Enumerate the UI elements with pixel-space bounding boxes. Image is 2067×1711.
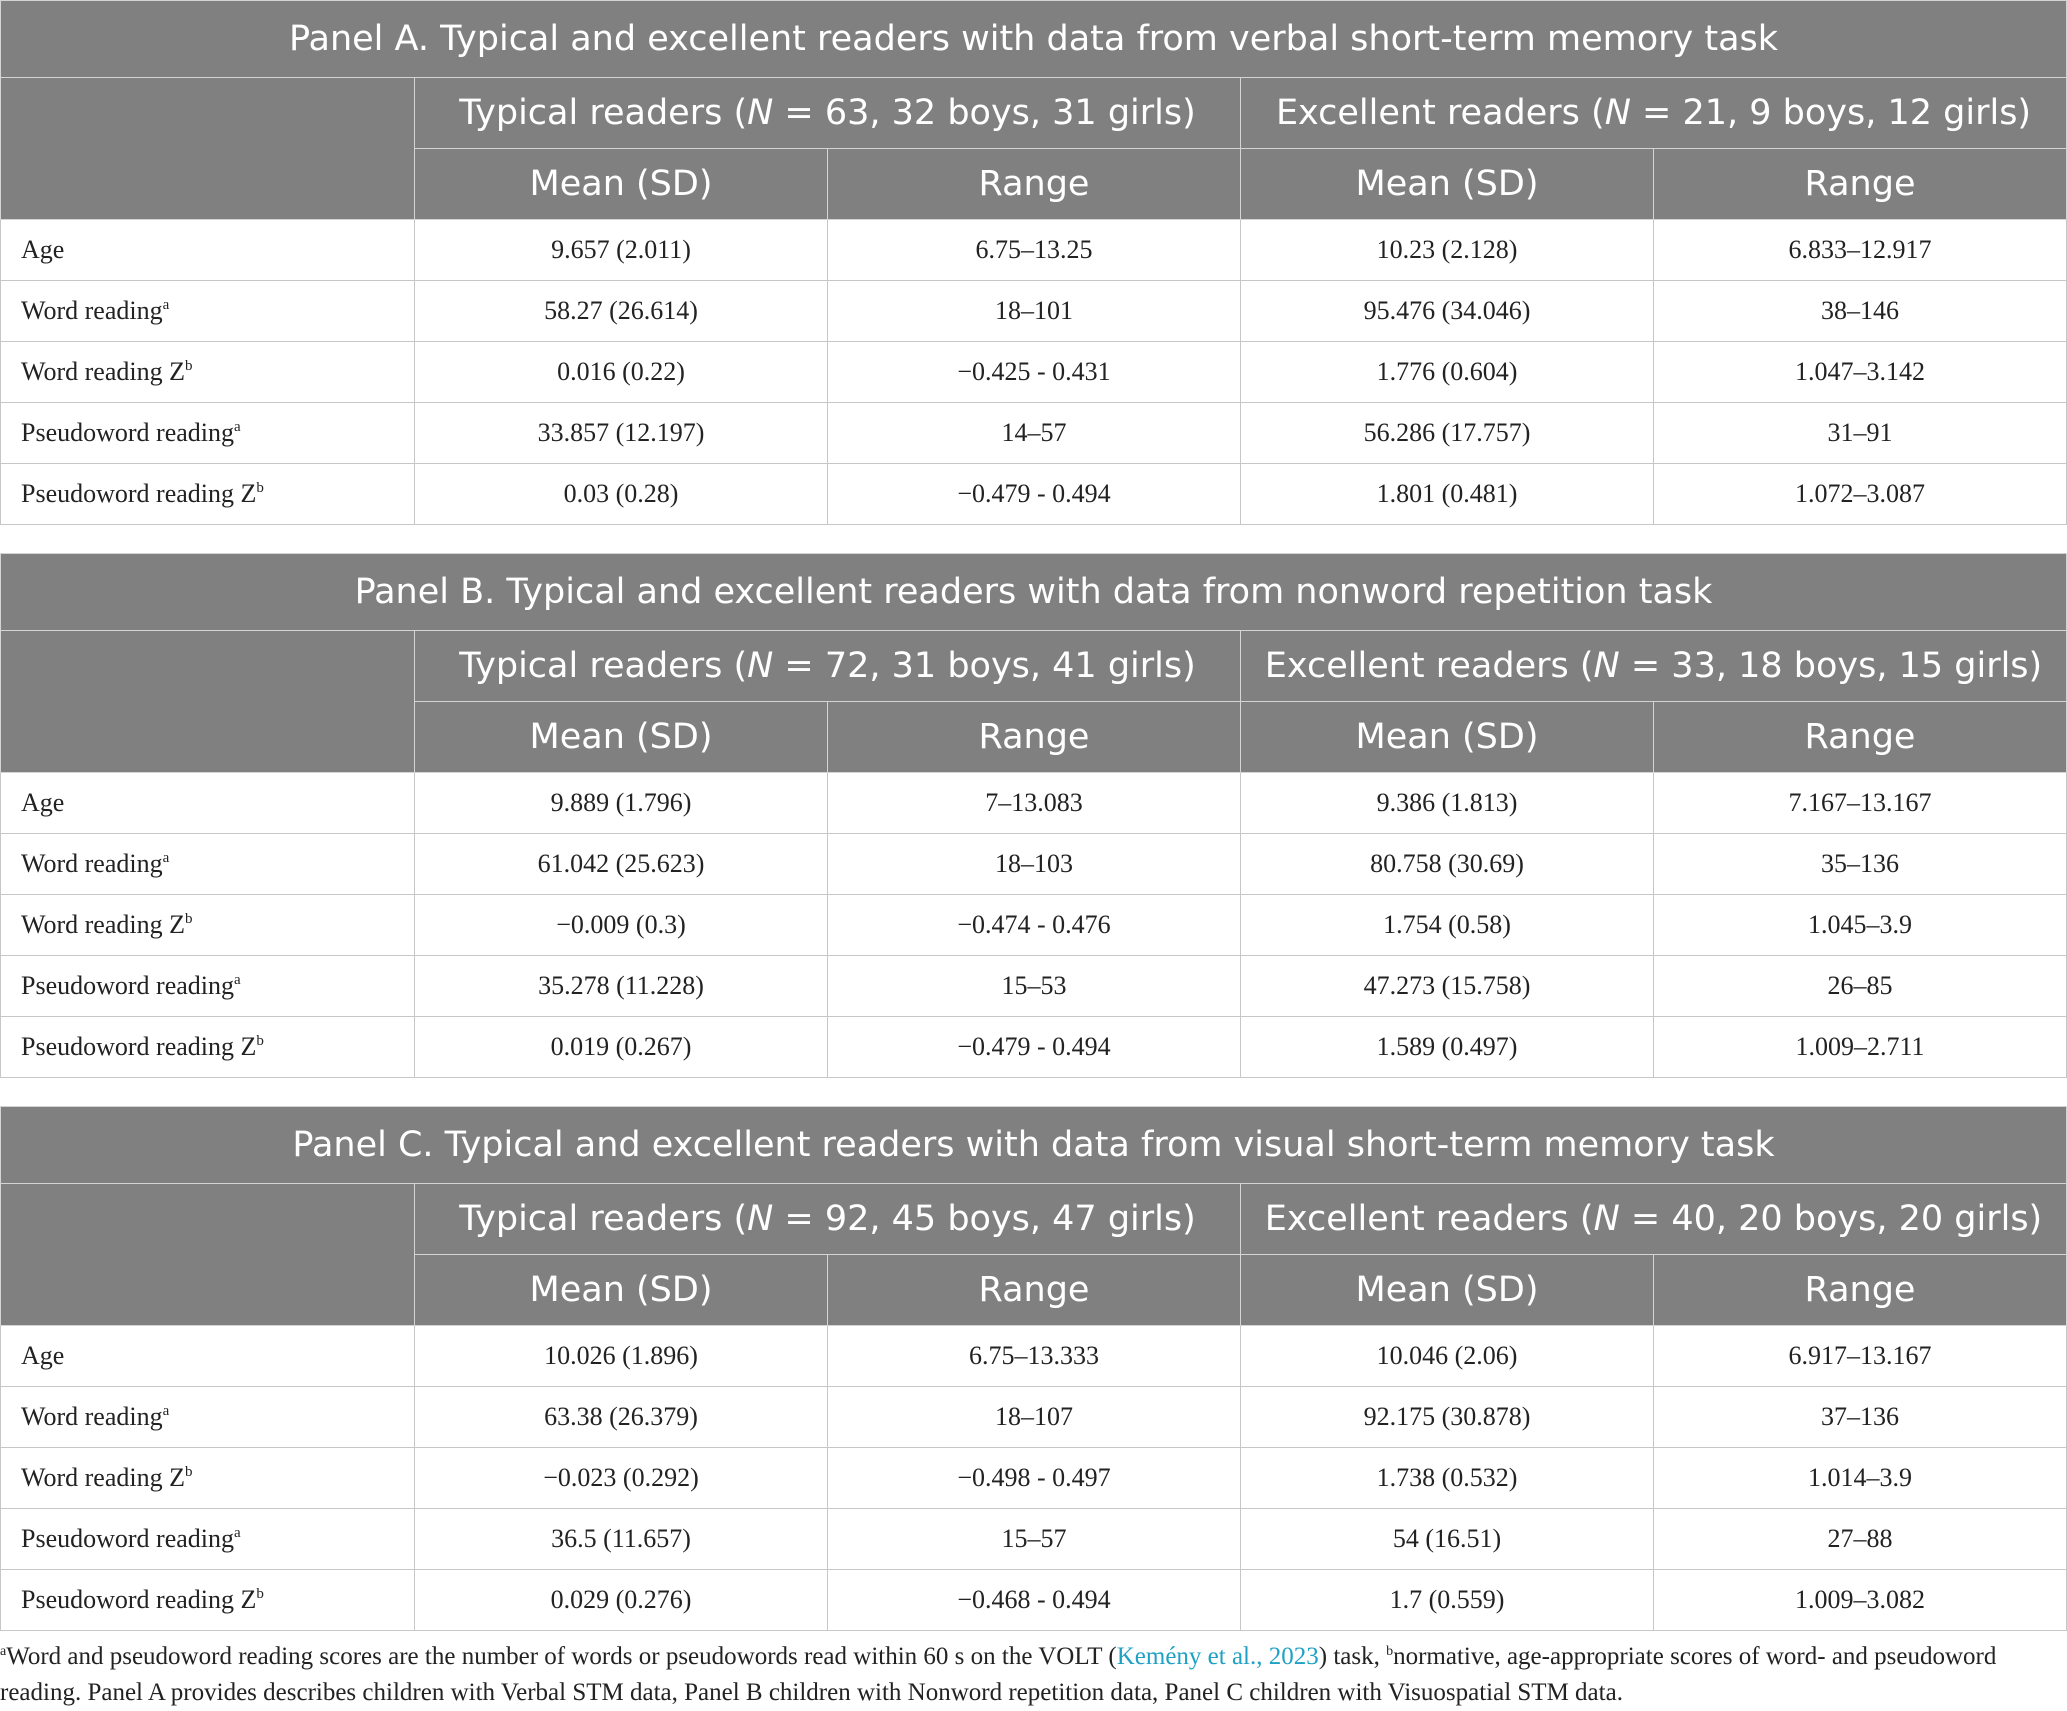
subheader-mean-sd: Mean (SD)	[1241, 702, 1654, 773]
header-blank-cell	[1, 78, 415, 220]
table-cell: 36.5 (11.657)	[415, 1509, 828, 1570]
table-cell: 1.7 (0.559)	[1241, 1570, 1654, 1631]
table-row	[1, 220, 2067, 281]
row-label: Word reading $Z^b$	[1, 1448, 415, 1509]
table-cell: 1.072–3.087	[1654, 464, 2067, 525]
row-label: Word reading $Z^b$	[1, 895, 415, 956]
row-label: Pseudoword reading $Z^b$	[1, 1570, 415, 1631]
panel-a-table	[0, 0, 2067, 525]
table-cell: 58.27 (26.614)	[415, 281, 828, 342]
table-cell: 7–13.083	[828, 773, 1241, 834]
table-cell: 1.776 (0.604)	[1241, 342, 1654, 403]
table-cell: −0.498 - 0.497	[828, 1448, 1241, 1509]
table-cell: 1.045–3.9	[1654, 895, 2067, 956]
table-cell: 95.476 (34.046)	[1241, 281, 1654, 342]
table-row	[1, 895, 2067, 956]
subheader-mean-sd: Mean (SD)	[415, 702, 828, 773]
table-cell: 38–146	[1654, 281, 2067, 342]
group-header-typical: Typical readers (N = 72, 31 boys, 41 girls)	[415, 631, 1241, 702]
row-label: Word reading $Z^b$	[1, 342, 415, 403]
table-cell: 31–91	[1654, 403, 2067, 464]
table-cell: 1.009–3.082	[1654, 1570, 2067, 1631]
table-row	[1, 403, 2067, 464]
table-cell: 6.833–12.917	[1654, 220, 2067, 281]
table-cell: 1.009–2.711	[1654, 1017, 2067, 1078]
table-cell: 15–53	[828, 956, 1241, 1017]
table-cell: −0.479 - 0.494	[828, 1017, 1241, 1078]
subheader-mean-sd: Mean (SD)	[415, 149, 828, 220]
row-label: Pseudoword reading$^a$	[1, 956, 415, 1017]
table-cell: 37–136	[1654, 1387, 2067, 1448]
table-row	[1, 1509, 2067, 1570]
table-row	[1, 1448, 2067, 1509]
table-cell: 18–103	[828, 834, 1241, 895]
table-row	[1, 1017, 2067, 1078]
table-cell: 15–57	[828, 1509, 1241, 1570]
table-cell: 56.286 (17.757)	[1241, 403, 1654, 464]
row-label: Age	[1, 220, 415, 281]
row-label: Word reading$^a$	[1, 281, 415, 342]
row-label: Pseudoword reading $Z^b$	[1, 464, 415, 525]
row-label: Word reading$^a$	[1, 834, 415, 895]
group-header-excellent: Excellent readers (N = 21, 9 boys, 12 girls)	[1241, 78, 2067, 149]
row-label: Word reading$^a$	[1, 1387, 415, 1448]
row-label: Pseudoword reading $Z^b$	[1, 1017, 415, 1078]
table-cell: 47.273 (15.758)	[1241, 956, 1654, 1017]
table-cell: −0.468 - 0.494	[828, 1570, 1241, 1631]
table-cell: 9.386 (1.813)	[1241, 773, 1654, 834]
table-cell: 6.75–13.333	[828, 1326, 1241, 1387]
table-cell: 9.657 (2.011)	[415, 220, 828, 281]
table-cell: 33.857 (12.197)	[415, 403, 828, 464]
group-header-excellent: Excellent readers (N = 33, 18 boys, 15 girls)	[1241, 631, 2067, 702]
table-cell: 6.75–13.25	[828, 220, 1241, 281]
table-cell: 18–107	[828, 1387, 1241, 1448]
subheader-range: Range	[828, 1255, 1241, 1326]
table-cell: 1.801 (0.481)	[1241, 464, 1654, 525]
subheader-range: Range	[1654, 149, 2067, 220]
table-cell: 10.026 (1.896)	[415, 1326, 828, 1387]
table-cell: 0.019 (0.267)	[415, 1017, 828, 1078]
table-cell: 0.03 (0.28)	[415, 464, 828, 525]
table-row	[1, 1387, 2067, 1448]
table-row	[1, 342, 2067, 403]
table-cell: 1.589 (0.497)	[1241, 1017, 1654, 1078]
table-cell: 1.754 (0.58)	[1241, 895, 1654, 956]
subheader-mean-sd: Mean (SD)	[1241, 1255, 1654, 1326]
group-header-typical: Typical readers (N = 63, 32 boys, 31 girls)	[415, 78, 1241, 149]
table-cell: −0.479 - 0.494	[828, 464, 1241, 525]
group-header-typical: Typical readers (N = 92, 45 boys, 47 girls)	[415, 1184, 1241, 1255]
table-cell: 7.167–13.167	[1654, 773, 2067, 834]
header-blank-cell	[1, 631, 415, 773]
subheader-range: Range	[1654, 702, 2067, 773]
row-label: Age	[1, 773, 415, 834]
panel-title: Panel B. Typical and excellent readers with data from nonword repetition task	[1, 554, 2067, 631]
subheader-mean-sd: Mean (SD)	[415, 1255, 828, 1326]
table-cell: 26–85	[1654, 956, 2067, 1017]
row-label: Pseudoword reading$^a$	[1, 403, 415, 464]
table-cell: 1.047–3.142	[1654, 342, 2067, 403]
table-cell: 80.758 (30.69)	[1241, 834, 1654, 895]
table-cell: 9.889 (1.796)	[415, 773, 828, 834]
table-cell: −0.009 (0.3)	[415, 895, 828, 956]
table-cell: −0.023 (0.292)	[415, 1448, 828, 1509]
table-row	[1, 464, 2067, 525]
table-cell: 63.38 (26.379)	[415, 1387, 828, 1448]
table-row	[1, 1326, 2067, 1387]
table-cell: 61.042 (25.623)	[415, 834, 828, 895]
table-cell: 10.23 (2.128)	[1241, 220, 1654, 281]
table-cell: 27–88	[1654, 1509, 2067, 1570]
table-row	[1, 956, 2067, 1017]
table-cell: 1.738 (0.532)	[1241, 1448, 1654, 1509]
header-blank-cell	[1, 1184, 415, 1326]
table-row	[1, 1570, 2067, 1631]
table-cell: 1.014–3.9	[1654, 1448, 2067, 1509]
subheader-range: Range	[828, 702, 1241, 773]
subheader-mean-sd: Mean (SD)	[1241, 149, 1654, 220]
subheader-range: Range	[1654, 1255, 2067, 1326]
table-footnote: $^a$Word and pseudoword reading scores are the number of words or pseudowords read within 60 s on the VOLT (Kemény et al., 2023) task, $^b$normative, age-appropriate scores of word- and pseudoword reading. Panel A provides describes children with Verbal STM data, Panel B children with Nonword repetition data, Panel C children with Visuospatial STM data.	[0, 1643, 1997, 1706]
table-row	[1, 281, 2067, 342]
table-cell: 14–57	[828, 403, 1241, 464]
panel-gap	[0, 1078, 2067, 1106]
panel-c-table	[0, 1106, 2067, 1631]
table-cell: 18–101	[828, 281, 1241, 342]
table-cell: 54 (16.51)	[1241, 1509, 1654, 1570]
citation-link[interactable]: Kemény et al., 2023	[1116, 1643, 1319, 1670]
table-cell: 92.175 (30.878)	[1241, 1387, 1654, 1448]
table-cell: 10.046 (2.06)	[1241, 1326, 1654, 1387]
table-cell: 6.917–13.167	[1654, 1326, 2067, 1387]
table-row	[1, 773, 2067, 834]
panel-b-table	[0, 553, 2067, 1078]
group-header-excellent: Excellent readers (N = 40, 20 boys, 20 girls)	[1241, 1184, 2067, 1255]
table-cell: 35.278 (11.228)	[415, 956, 828, 1017]
table-cell: −0.425 - 0.431	[828, 342, 1241, 403]
row-label: Pseudoword reading$^a$	[1, 1509, 415, 1570]
table-row	[1, 834, 2067, 895]
table-cell: 0.016 (0.22)	[415, 342, 828, 403]
panel-title: Panel A. Typical and excellent readers with data from verbal short-term memory task	[1, 1, 2067, 78]
table-cell: 0.029 (0.276)	[415, 1570, 828, 1631]
row-label: Age	[1, 1326, 415, 1387]
panel-gap	[0, 525, 2067, 553]
panel-title: Panel C. Typical and excellent readers with data from visual short-term memory task	[1, 1107, 2067, 1184]
subheader-range: Range	[828, 149, 1241, 220]
table-cell: −0.474 - 0.476	[828, 895, 1241, 956]
table-cell: 35–136	[1654, 834, 2067, 895]
